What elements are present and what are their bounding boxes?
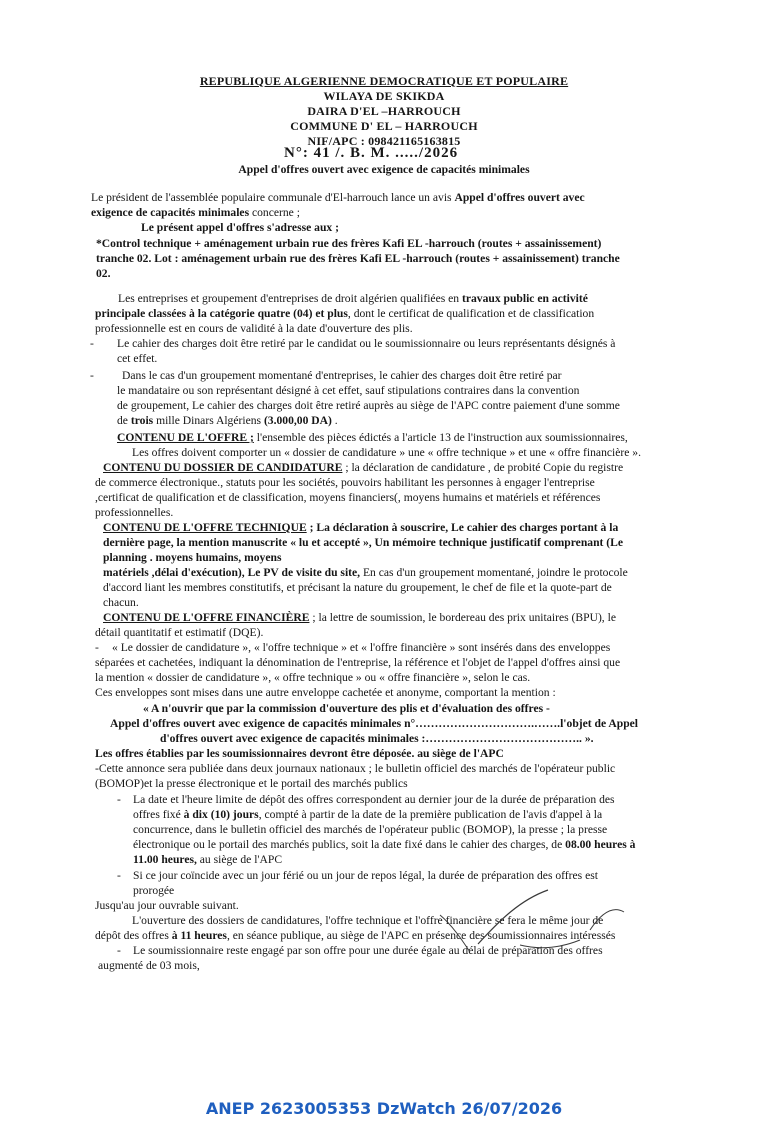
intro-line-2 — [91, 206, 300, 220]
technique-label: CONTENU DE L'OFFRE TECHNIQUE — [103, 521, 307, 534]
technique-line-2: dernière page, la mention manuscrite « lu et accepté », Un mémoire technique justificatif comprenant (Le — [103, 536, 624, 549]
entreprises-line-2 — [95, 307, 594, 321]
nif-line: NIF/APC : 098421165163815 — [307, 134, 461, 148]
annonce-line-2: (BOMOP)et la presse électronique et le portail des marchés publics — [95, 777, 408, 790]
intro-line-1 — [91, 191, 585, 205]
ouverture-line-2 — [95, 929, 615, 943]
text-span: au siège de l'APC — [196, 853, 283, 866]
republique-heading: REPUBLIQUE ALGERIENNE DEMOCRATIQUE ET POPULAIRE — [199, 74, 569, 88]
bullet-dash: - — [95, 641, 99, 654]
delai-line-3: concurrence, dans le bulletin officiel des marchés de l'opérateur public (BOMOP), la presse ; la presse — [133, 823, 608, 836]
text-span: , en séance publique, au siège de l'APC en présence des soumissionnaires intéressés — [226, 929, 616, 942]
document-title: Appel d'offres ouvert avec exigence de capacités minimales — [238, 163, 530, 176]
technique-line-5: d'accord liant les membres constitutifs, et précisant la nature du groupement, le chef de file et la quote-part de — [103, 581, 612, 594]
engagement-line-2: augmenté de 03 mois, — [98, 959, 200, 972]
bullet-dash: - — [117, 869, 121, 882]
contenu-offre-line-1 — [117, 431, 628, 445]
delai-line-5 — [133, 853, 282, 867]
delai-line-2 — [133, 808, 602, 822]
financiere-line-2: détail quantitatif et estimatif (DQE). — [95, 626, 264, 639]
dossier-line-1 — [103, 461, 623, 475]
delai-bold: à dix (10) jours — [183, 808, 259, 821]
contenu-offre-text: l'ensemble des pièces édictés a l'article 13 de l'instruction aux soumissionnaires, — [253, 431, 628, 444]
heure-bold: 08.00 heures à — [565, 838, 636, 851]
intro-text: Le président de l'assemblée populaire communale d'El-harrouch lance un avis — [91, 191, 455, 204]
contenu-offre-line-2: Les offres doivent comporter un « dossier de candidature » une « offre technique » et une « offre financière ». — [132, 446, 641, 459]
technique-line-6: chacun. — [103, 596, 139, 609]
bullet-dash: - — [90, 369, 94, 382]
dossier-label: CONTENU DU DOSSIER DE CANDIDATURE — [103, 461, 343, 474]
engagement-line-1: Le soumissionnaire reste engagé par son offre pour une durée égale au délai de préparation des offres — [133, 944, 603, 957]
enveloppe-line-2: séparées et cachetées, indiquant la dénomination de l'entreprise, la référence et l'objet de l'appel d'offres ainsi que — [95, 656, 621, 669]
entreprises-text: Les entreprises et groupement d'entreprises de droit algérien qualifiées en — [118, 292, 462, 305]
mention-line-2: Appel d'offres ouvert avec exigence de capacités minimales n°………………………….…….l'objet de Appel — [110, 717, 639, 730]
enveloppe-line-4: Ces enveloppes sont mises dans une autre enveloppe cachetée et anonyme, comportant la mention : — [95, 686, 556, 699]
text-span: . — [331, 414, 338, 427]
objet-line-1: *Control technique + aménagement urbain rue des frères Kafi EL -harrouch (routes + assainissement) — [96, 237, 602, 250]
bullet-dash: - — [117, 944, 121, 957]
text-span: mille Dinars Algériens — [153, 414, 264, 427]
bullet-2-line-2: le mandataire ou son représentant désigné à cet effet, sauf stipulations contraires dans la convention — [117, 384, 580, 397]
technique-bold: matériels ,délai d'exécution), Le PV de visite du site, — [103, 566, 361, 579]
delai-line-4 — [133, 838, 635, 852]
amount-bold: (3.000,00 DA) — [263, 414, 332, 427]
objet-line-2: tranche 02. Lot : aménagement urbain rue des frères Kafi EL -harrouch (routes + assainissement) tranche — [96, 252, 620, 265]
heure-bold-2: 11.00 heures, — [133, 853, 197, 866]
ouverture-line-1: L'ouverture des dossiers de candidatures, l'offre technique et l'offre financière se fera le même jour de — [132, 914, 604, 927]
ferie-line-3: Jusqu'au jour ouvrable suivant. — [95, 899, 239, 912]
dossier-line-4: professionnelles. — [95, 506, 174, 519]
financiere-label: CONTENU DE L'OFFRE FINANCIÈRE — [103, 611, 310, 624]
enveloppe-line-1: « Le dossier de candidature », « l'offre technique » et « l'offre financière » sont insérés dans des enveloppes — [112, 641, 611, 654]
dossier-text: ; la déclaration de candidature , de probité Copie du registre — [342, 461, 624, 474]
entreprises-bold: travaux public en activité — [461, 292, 588, 305]
delai-line-1: La date et l'heure limite de dépôt des offres correspondent au dernier jour de la durée de préparation des — [133, 793, 615, 806]
commune-line: COMMUNE D' EL – HARROUCH — [290, 119, 478, 133]
heure-ouverture-bold: à 11 heures — [171, 929, 227, 942]
daira-line: DAIRA D'EL –HARROUCH — [307, 104, 461, 118]
footer-reference: ANEP 2623005353 DzWatch 26/07/2026 — [205, 1099, 563, 1118]
mention-line-1: « A n'ouvrir que par la commission d'ouverture des plis et d'évaluation des offres - — [143, 702, 550, 715]
entreprises-line-3: professionnelle est en cours de validité à la date d'ouverture des plis. — [95, 322, 413, 335]
technique-line-4 — [103, 566, 628, 580]
bullet-dash: - — [117, 793, 121, 806]
bullet-dash: - — [90, 337, 94, 350]
text-span: de — [117, 414, 131, 427]
bullet-2-line-4 — [117, 414, 338, 428]
financiere-line-1 — [103, 611, 616, 625]
bullet-2-line-3: de groupement, Le cahier des charges doit être retiré auprès au siège de l'APC contre paiement d'une somme — [117, 399, 620, 412]
enveloppe-line-3: la mention « dossier de candidature », « offre technique » ou « offre financière », selon le cas. — [95, 671, 531, 684]
technique-line-3: planning . moyens humains, moyens — [103, 551, 282, 564]
technique-text: ; La déclaration à souscrire, Le cahier des charges portant à la — [306, 521, 619, 534]
intro-bold: Appel d'offres ouvert avec — [454, 191, 585, 204]
intro-bold-2: exigence de capacités minimales — [91, 206, 250, 219]
wilaya-line: WILAYA DE SKIKDA — [323, 89, 445, 103]
categorie-bold: principale classées à la catégorie quatre (04) et plus — [95, 307, 348, 320]
text-span: , compté à partir de la date de la première publication de l'avis d'appel à la — [258, 808, 603, 821]
objet-line-3: 02. — [96, 267, 111, 280]
bullet-2-line-1: Dans le cas d'un groupement momentané d'entreprises, le cahier des charges doit être retiré par — [122, 369, 562, 382]
text-span: offres fixé — [133, 808, 184, 821]
contenu-offre-label: CONTENU DE L'OFFRE ; — [117, 431, 254, 444]
reference-number: N°: 41 /. B. M. ...../2026 — [284, 145, 459, 161]
mention-line-3: d'offres ouvert avec exigence de capacités minimales :………………………………….. ». — [160, 732, 594, 745]
bullet-1-line-2: cet effet. — [117, 352, 158, 365]
dossier-line-3: ,certificat de qualification et de classification, moyens financiers(, moyens humains et matériels et références — [95, 491, 601, 504]
text-span: électronique ou le portail des marchés publics, soit la date fixé dans le cahier des charges, de — [133, 838, 566, 851]
entreprises-text-2: , dont le certificat de qualification et de classification — [347, 307, 595, 320]
bold-span: trois — [130, 414, 154, 427]
adresse-line: Le présent appel d'offres s'adresse aux ; — [141, 221, 339, 234]
annonce-line-1: -Cette annonce sera publiée dans deux journaux nationaux ; le bulletin officiel des marchés de l'opérateur public — [95, 762, 616, 775]
bullet-1-line-1: Le cahier des charges doit être retiré par le candidat ou le soumissionnaire ou leurs représentants désignés à — [117, 337, 616, 350]
technique-line-1 — [103, 521, 618, 535]
depot-bold-line: Les offres établies par les soumissionnaires devront être déposée. au siège de l'APC — [95, 747, 504, 760]
ferie-line-1: Si ce jour coïncide avec un jour férié ou un jour de repos légal, la durée de préparation des offres est — [133, 869, 598, 882]
text-span: dépôt des offres — [95, 929, 172, 942]
technique-text-2: En cas d'un groupement momentané, joindre le protocole — [360, 566, 628, 579]
ferie-line-2: prorogée — [133, 884, 175, 897]
financiere-text: ; la lettre de soumission, le bordereau des prix unitaires (BPU), le — [309, 611, 616, 624]
dossier-line-2: de commerce électronique., statuts pour les sociétés, pouvoirs habilitant les personnes à engager l'entreprise — [95, 476, 595, 489]
entreprises-line-1 — [118, 292, 588, 306]
intro-text-2: concerne ; — [249, 206, 300, 219]
